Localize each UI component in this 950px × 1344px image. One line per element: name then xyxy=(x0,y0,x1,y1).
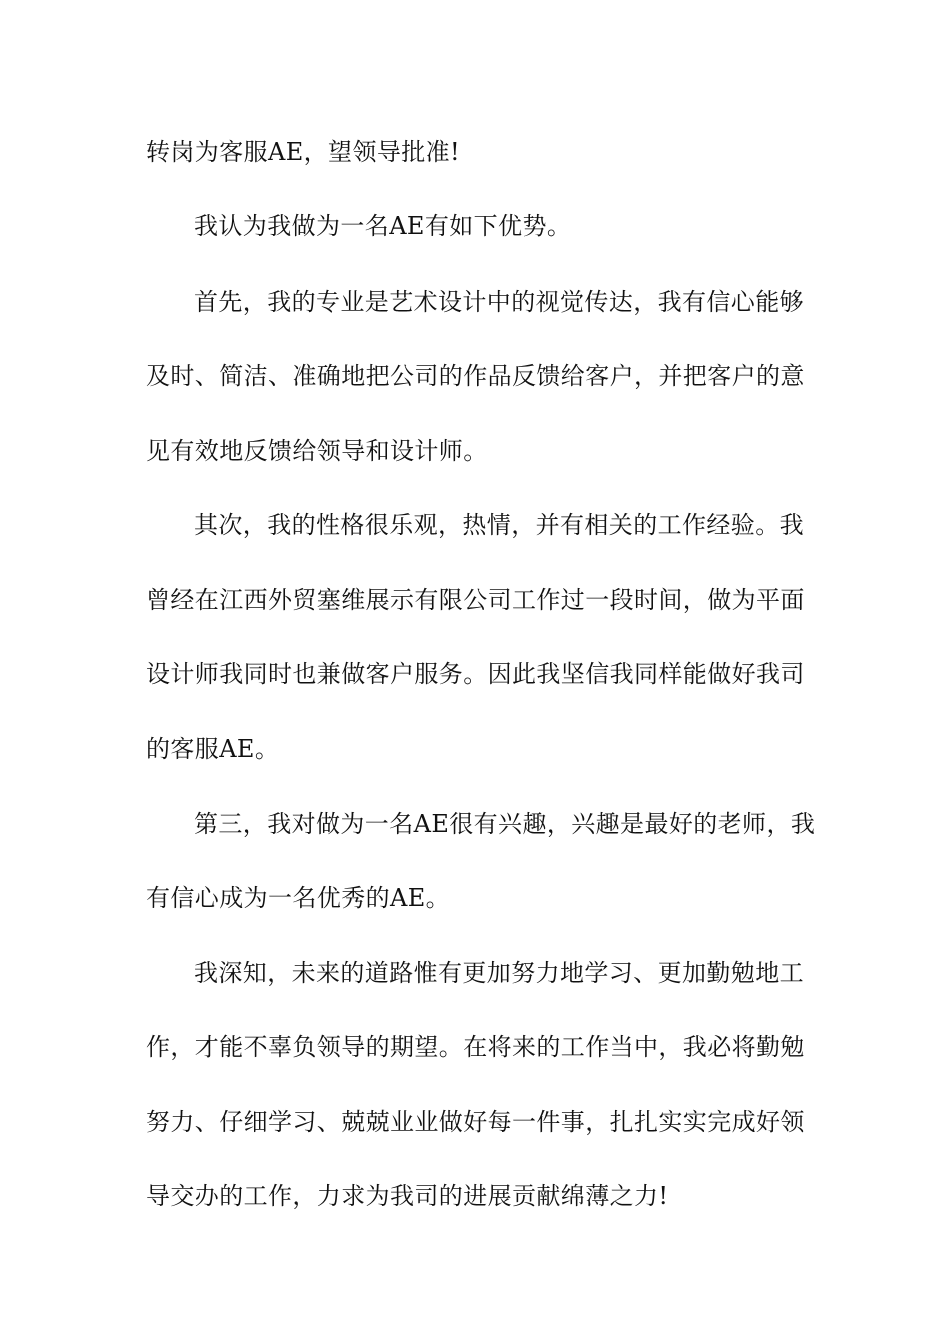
text-line: 转岗为客服AE，望领导批准! xyxy=(146,138,461,166)
text-line: 我认为我做为一名AE有如下优势。 xyxy=(194,212,572,240)
text-line: 作，才能不辜负领导的期望。在将来的工作当中，我必将勤勉 xyxy=(146,1033,805,1061)
text-line: 首先，我的专业是艺术设计中的视觉传达，我有信心能够 xyxy=(194,288,804,316)
text-line: 见有效地反馈给领导和设计师。 xyxy=(146,437,488,465)
text-line: 我深知，未来的道路惟有更加努力地学习、更加勤勉地工 xyxy=(194,959,804,987)
text-line: 曾经在江西外贸塞维展示有限公司工作过一段时间，做为平面 xyxy=(146,586,805,614)
text-line: 第三，我对做为一名AE很有兴趣，兴趣是最好的老师，我 xyxy=(194,810,816,838)
text-line: 有信心成为一名优秀的AE。 xyxy=(146,884,451,912)
text-line: 导交办的工作，力求为我司的进展贡献绵薄之力! xyxy=(146,1182,669,1210)
text-line: 的客服AE。 xyxy=(146,735,280,763)
text-line: 努力、仔细学习、兢兢业业做好每一件事，扎扎实实完成好领 xyxy=(146,1108,805,1136)
text-line: 其次，我的性格很乐观，热情，并有相关的工作经验。我 xyxy=(194,511,804,539)
text-line: 及时、简洁、准确地把公司的作品反馈给客户，并把客户的意 xyxy=(146,362,805,390)
text-line: 设计师我同时也兼做客户服务。因此我坚信我同样能做好我司 xyxy=(146,660,805,688)
